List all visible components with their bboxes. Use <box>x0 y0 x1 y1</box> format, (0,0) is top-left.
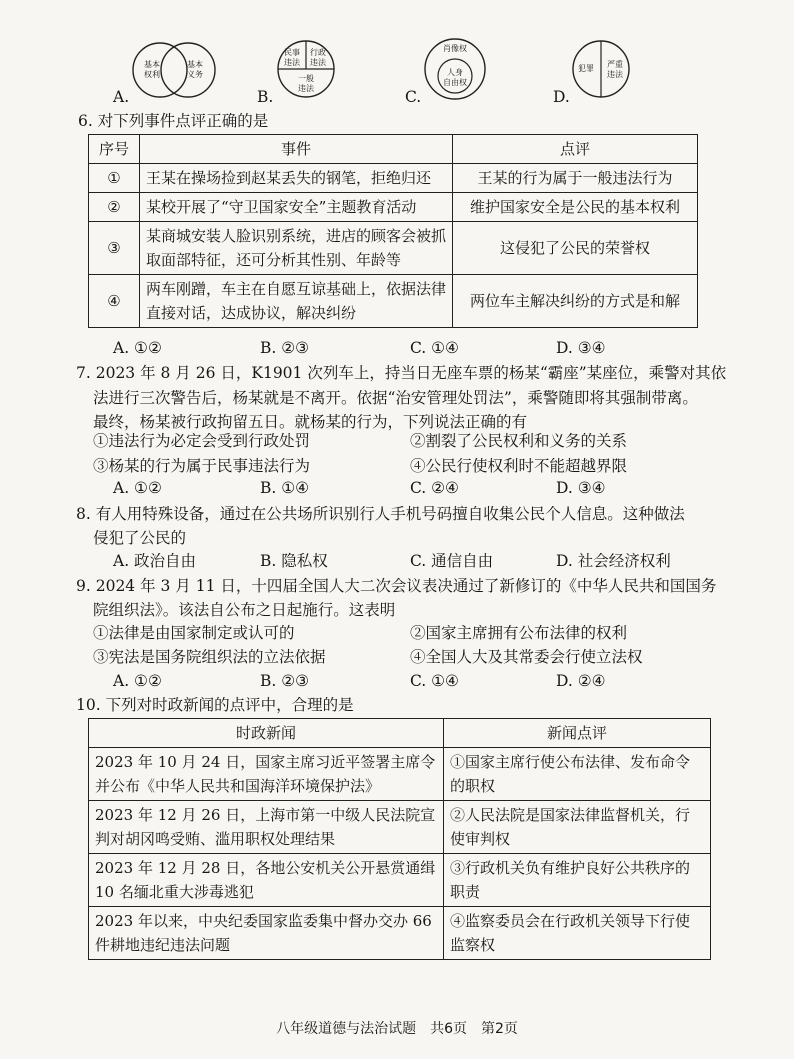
q5-c-inner-label: 人身 自由权 <box>443 68 467 87</box>
q6-header-event: 事件 <box>140 135 453 164</box>
q8-option-d: D. 社会经济权利 <box>556 552 671 570</box>
q5-a-left-label: 基本 权利 <box>144 60 160 79</box>
table-row <box>89 854 711 907</box>
q8-option-c: C. 通信自由 <box>410 552 494 570</box>
table-row <box>89 222 698 275</box>
q7-option-a: A. ①② <box>113 479 162 497</box>
q6-option-b: B. ②③ <box>260 339 310 357</box>
q6-option-a: A. ①② <box>113 339 162 357</box>
q9-option-d: D. ②④ <box>556 672 606 690</box>
q10-row-comment: ③行政机关负有维护良好公共秩序的职责 <box>444 854 711 907</box>
q5-option-d-letter: D. <box>553 88 570 106</box>
q9-item-2: ②国家主席拥有公布法律的权利 <box>410 624 628 642</box>
q5-a-right-label: 基本 义务 <box>187 60 203 79</box>
q7-item-3: ③杨某的行为属于民事违法行为 <box>93 457 311 475</box>
q6-option-d: D. ③④ <box>556 339 606 357</box>
q9-stem-line-1: 9. 2024 年 3 月 11 日，十四届全国人大二次会议表决通过了新修订的《中华人民共和国国务 <box>76 577 717 595</box>
q10-row-comment: ②人民法院是国家法律监督机关，行使审判权 <box>444 801 711 854</box>
table-row <box>89 801 711 854</box>
q7-item-4: ④公民行使权利时不能超越界限 <box>410 457 628 475</box>
q7-stem-line-1: 7. 2023 年 8 月 26 日，K1901 次列车上，持当日无座车票的杨某“霸座”某座位，乘警对其依 <box>76 364 727 382</box>
q9-item-1: ①法律是由国家制定或认可的 <box>93 624 295 642</box>
q7-option-b: B. ①④ <box>260 479 310 497</box>
q5-d-right-label: 严重 违法 <box>607 60 623 79</box>
table-row <box>89 164 698 193</box>
q6-row-event: 两车刚蹭，车主在自愿互谅基础上，依据法律直接对话，达成协议，解决纠纷 <box>140 275 453 328</box>
q9-option-c: C. ①④ <box>410 672 459 690</box>
q6-row-event: 某校开展了“守卫国家安全”主题教育活动 <box>140 193 453 222</box>
q5-d-left-label: 犯罪 <box>578 64 594 73</box>
q10-row-news: 2023 年 12 月 28 日，各地公安机关公开悬赏通缉 10 名缅北重大涉毒逃犯 <box>89 854 444 907</box>
q7-item-2: ②割裂了公民权利和义务的关系 <box>410 432 628 450</box>
q6-row-comment: 维护国家安全是公民的基本权利 <box>453 193 698 222</box>
q6-row-comment: 这侵犯了公民的荣誉权 <box>453 222 698 275</box>
q8-stem-line-2: 侵犯了公民的 <box>93 529 187 547</box>
q6-row-no: ② <box>89 193 140 222</box>
q9-option-b: B. ②③ <box>260 672 310 690</box>
q6-row-no: ① <box>89 164 140 193</box>
q5-b-tl-label: 民事 违法 <box>284 48 300 67</box>
q7-option-c: C. ②④ <box>410 479 459 497</box>
q7-option-d: D. ③④ <box>556 479 606 497</box>
q9-stem-line-2: 院组织法》。该法自公布之日起施行。这表明 <box>93 601 396 619</box>
table-row <box>89 907 711 960</box>
q6-row-event: 某商城安装人脸识别系统，进店的顾客会被抓取面部特征，还可分析其性别、年龄等 <box>140 222 453 275</box>
q5-b-bottom-label: 一般 违法 <box>298 74 314 93</box>
q10-row-news: 2023 年 12 月 26 日，上海市第一中级人民法院宣判对胡冈鸣受贿、滥用职权处理结果 <box>89 801 444 854</box>
q10-stem: 10. 下列对时政新闻的点评中，合理的是 <box>76 696 354 714</box>
q5-option-a-letter: A. <box>113 88 130 106</box>
q10-table <box>88 718 711 960</box>
q6-row-comment: 两位车主解决纠纷的方式是和解 <box>453 275 698 328</box>
q5-option-b-letter: B. <box>257 88 274 106</box>
q6-row-comment: 王某的行为属于一般违法行为 <box>453 164 698 193</box>
q6-row-event: 王某在操场捡到赵某丢失的钢笔，拒绝归还 <box>140 164 453 193</box>
q6-header-comment: 点评 <box>453 135 698 164</box>
q8-option-b: B. 隐私权 <box>260 552 328 570</box>
q6-row-no: ③ <box>89 222 140 275</box>
q10-header-news: 时政新闻 <box>89 719 444 748</box>
q6-row-no: ④ <box>89 275 140 328</box>
q9-option-a: A. ①② <box>113 672 162 690</box>
q10-row-comment: ①国家主席行使公布法律、发布命令的职权 <box>444 748 711 801</box>
table-row <box>89 193 698 222</box>
q8-stem-line-1: 8. 有人用特殊设备，通过在公共场所识别行人手机号码擅自收集公民个人信息。这种做法 <box>76 505 685 523</box>
q9-item-3: ③宪法是国务院组织法的立法依据 <box>93 648 326 666</box>
q6-header-no: 序号 <box>89 135 140 164</box>
q8-option-a: A. 政治自由 <box>113 552 197 570</box>
q10-header-comment: 新闻点评 <box>444 719 711 748</box>
table-row <box>89 275 698 328</box>
q6-option-c: C. ①④ <box>410 339 459 357</box>
q7-stem-line-2: 法进行三次警告后，杨某就是不离开。依据“治安管理处罚法”，乘警随即将其强制带离。 <box>93 389 698 407</box>
q10-row-news: 2023 年以来，中央纪委国家监委集中督办交办 66 件耕地违纪违法问题 <box>89 907 444 960</box>
q7-item-1: ①违法行为必定会受到行政处罚 <box>93 432 311 450</box>
table-row <box>89 748 711 801</box>
q10-row-comment: ④监察委员会在行政机关领导下行使监察权 <box>444 907 711 960</box>
q10-row-news: 2023 年 10 月 24 日，国家主席习近平签署主席令并公布《中华人民共和国海洋环境保护法》 <box>89 748 444 801</box>
page-footer: 八年级道德与法治试题 共6页 第2页 <box>276 1021 518 1037</box>
q6-table <box>88 134 698 328</box>
q5-c-outer-label: 肖像权 <box>443 44 467 53</box>
q6-stem: 6. 对下列事件点评正确的是 <box>78 112 269 130</box>
q9-item-4: ④全国人大及其常委会行使立法权 <box>410 648 643 666</box>
q5-b-tr-label: 行政 违法 <box>310 48 326 67</box>
q7-stem-line-3: 最终，杨某被行政拘留五日。就杨某的行为，下列说法正确的有 <box>93 413 528 431</box>
q5-option-c-letter: C. <box>405 88 422 106</box>
